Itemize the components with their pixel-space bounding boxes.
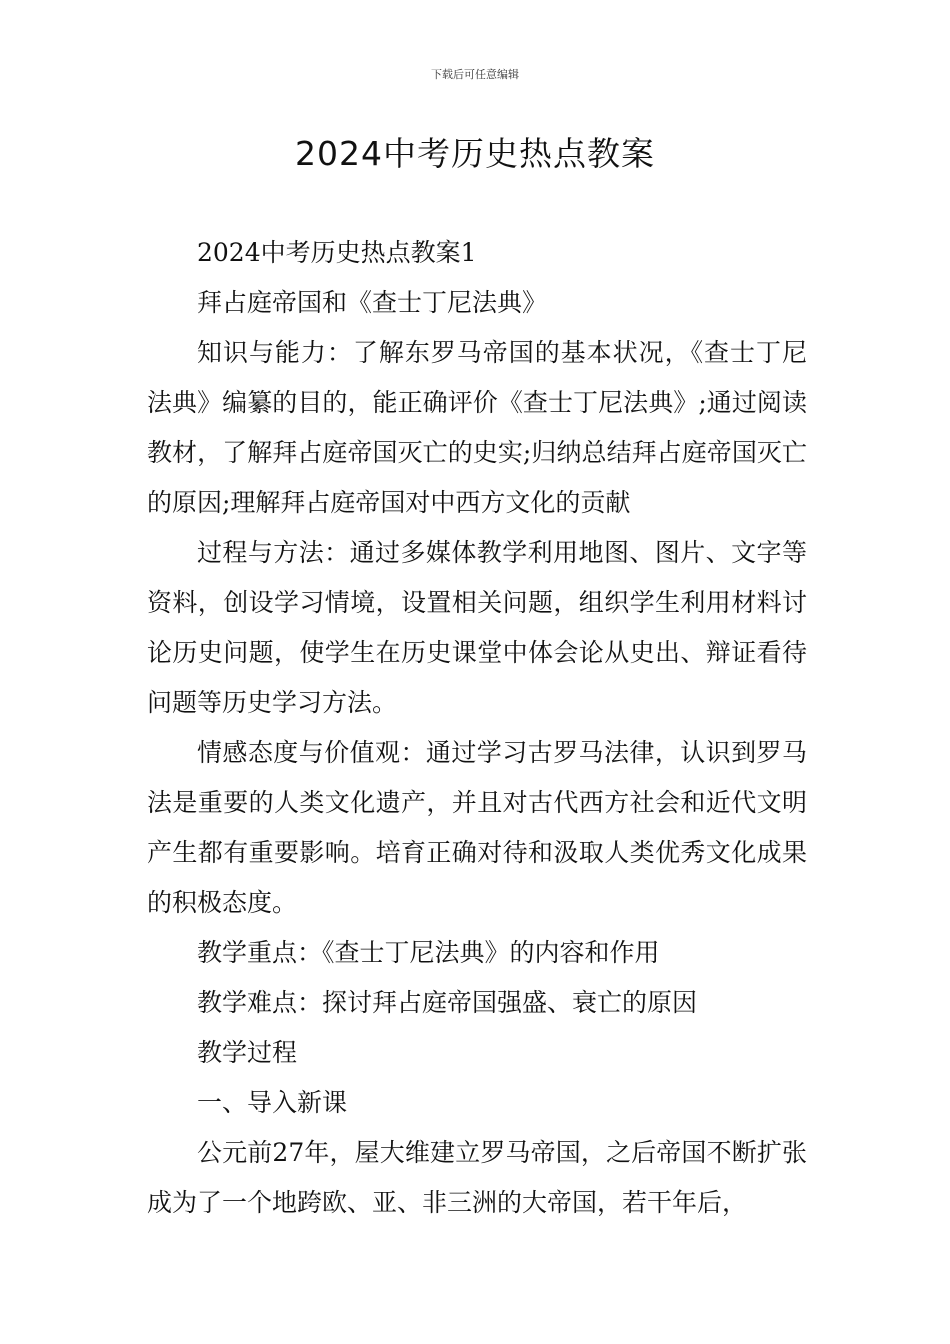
paragraph-section-heading: 一、导入新课 bbox=[197, 1088, 348, 1117]
paragraph-attitude-values: 情感态度与价值观：通过学习古罗马法律，认识到罗马法是重要的人类文化遗产，并且对古代西方社会和近代文明产生都有重要影响。培育正确对待和汲取人类优秀文化成果的积极态度。 bbox=[147, 738, 807, 917]
paragraph-knowledge-ability: 知识与能力：了解东罗马帝国的基本状况，《查士丁尼法典》编纂的目的，能正确评价《查士丁尼法典》;通过阅读教材，了解拜占庭帝国灭亡的史实;归纳总结拜占庭帝国灭亡的原因;理解拜占庭帝国对中西方文化的贡献 bbox=[147, 338, 807, 517]
paragraph-topic: 拜占庭帝国和《查士丁尼法典》 bbox=[197, 288, 548, 317]
header-note: 下载后可任意编辑 bbox=[431, 68, 519, 81]
paragraph-difficult-points: 教学难点：探讨拜占庭帝国强盛、衰亡的原因 bbox=[197, 988, 698, 1017]
document-title: 2024中考历史热点教案 bbox=[295, 134, 655, 173]
paragraph-process-method: 过程与方法：通过多媒体教学利用地图、图片、文字等资料，创设学习情境，设置相关问题，组织学生利用材料讨论历史问题，使学生在历史课堂中体会论从史出、辩证看待问题等历史学习方法。 bbox=[147, 538, 807, 717]
paragraph-teaching-process: 教学过程 bbox=[197, 1038, 298, 1067]
paragraph-subtitle: 2024中考历史热点教案1 bbox=[197, 238, 477, 267]
paragraph-intro-text: 公元前27年，屋大维建立罗马帝国，之后帝国不断扩张成为了一个地跨欧、亚、非三洲的大帝国，若干年后， bbox=[147, 1138, 807, 1217]
paragraph-key-points: 教学重点：《查士丁尼法典》的内容和作用 bbox=[197, 938, 660, 967]
document-body bbox=[147, 228, 807, 1228]
